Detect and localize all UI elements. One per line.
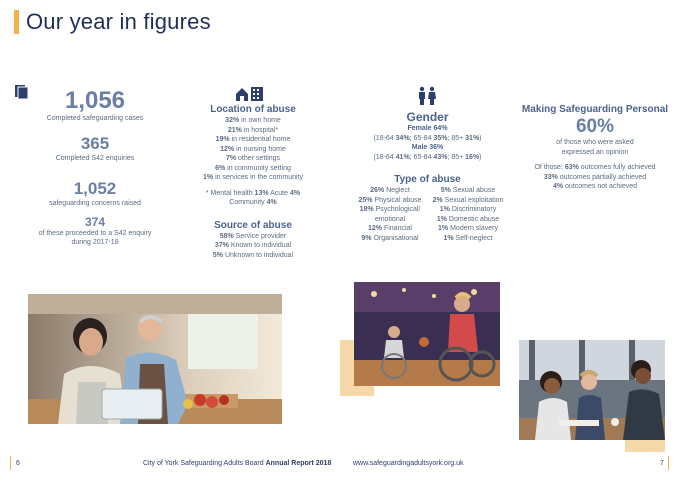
location-text: other settings bbox=[236, 155, 281, 162]
abuse-pct: 26% bbox=[370, 187, 385, 194]
source-title: Source of abuse bbox=[214, 219, 292, 231]
stat-concerns-value: 1,052 bbox=[73, 179, 117, 198]
msp-label-1: of those who were asked bbox=[556, 139, 634, 146]
note-community: 4% bbox=[266, 199, 277, 206]
source-row bbox=[188, 251, 318, 261]
location-pct: 19% bbox=[215, 136, 230, 143]
note-mental-health: 13% bbox=[254, 189, 269, 197]
abuse-text: Physical abuse bbox=[372, 196, 422, 204]
breakdown-pct: 34% bbox=[395, 134, 410, 142]
breakdown-text: (18-64 bbox=[373, 153, 396, 161]
msp-partially bbox=[520, 173, 670, 183]
breakdown-text: ; 85+ bbox=[447, 153, 466, 161]
breakdown-text: (18-64 bbox=[373, 134, 396, 142]
abuse-text: emotional bbox=[374, 215, 406, 223]
male-label: Male 36% bbox=[411, 144, 444, 151]
footer-right-rule bbox=[668, 456, 669, 470]
location-title: Location of abuse bbox=[210, 104, 296, 115]
report-name: Annual Report 2018 bbox=[265, 460, 332, 467]
abuse-text: Financial bbox=[382, 225, 412, 232]
location-pct: 1% bbox=[203, 174, 214, 181]
source-text: Known to individual bbox=[228, 242, 292, 249]
location-row bbox=[188, 126, 318, 136]
type-of-abuse-left bbox=[352, 186, 428, 243]
msp-value: 60% bbox=[575, 116, 615, 137]
hospital-note bbox=[188, 189, 318, 199]
footer-website[interactable]: www.safeguardingadultsyork.org.uk bbox=[353, 460, 464, 467]
breakdown-pct: 16% bbox=[465, 153, 480, 161]
page-title: Our year in figures bbox=[26, 9, 211, 34]
abuse-type-row bbox=[352, 186, 428, 196]
stat-proceeded-value: 374 bbox=[84, 214, 106, 229]
gender-section bbox=[350, 110, 505, 162]
stat-proceeded-label-1: of these proceeded to a S42 enquiry bbox=[38, 229, 152, 237]
note-community-label: Community bbox=[229, 199, 267, 206]
location-section bbox=[188, 104, 318, 260]
location-pct: 12% bbox=[220, 145, 235, 153]
location-row bbox=[188, 154, 318, 164]
female-label: Female 64% bbox=[407, 125, 448, 132]
msp-pct: 4% bbox=[552, 183, 564, 190]
location-text: in services in the community bbox=[213, 174, 303, 181]
kitchen-photo bbox=[28, 294, 282, 424]
abuse-text: Organisational bbox=[371, 234, 419, 242]
stat-completed-enquiries-label: Completed S42 enquiries bbox=[55, 154, 135, 162]
location-text: in nursing home bbox=[234, 145, 286, 153]
msp-text: outcomes partially achieved bbox=[557, 173, 647, 181]
hospital-note-community bbox=[188, 198, 318, 208]
msp-title: Making Safeguarding Personal bbox=[521, 104, 669, 115]
msp-pct: 33% bbox=[543, 173, 558, 181]
msp-section bbox=[520, 104, 670, 192]
location-row bbox=[188, 145, 318, 155]
abuse-pct: 2% bbox=[432, 196, 443, 204]
stat-completed-cases-label: Completed safeguarding cases bbox=[46, 115, 144, 122]
stat-completed-cases-value: 1,056 bbox=[64, 87, 126, 114]
buildings-icon bbox=[235, 86, 265, 102]
abuse-type-row bbox=[352, 234, 428, 244]
breakdown-text: ; 65-84 bbox=[409, 134, 434, 142]
source-text: Service provider bbox=[233, 232, 287, 240]
note-acute: 4% bbox=[289, 189, 301, 197]
abuse-type-row bbox=[352, 205, 428, 215]
source-pct: 5% bbox=[212, 251, 224, 259]
abuse-type-row bbox=[428, 224, 508, 234]
footer-board bbox=[143, 460, 331, 467]
stat-concerns-label: safeguarding concerns raised bbox=[49, 200, 141, 207]
location-pct: 21% bbox=[227, 126, 242, 134]
abuse-text: Sexual exploitation bbox=[442, 196, 504, 204]
abuse-type-row bbox=[428, 215, 508, 225]
source-pct: 58% bbox=[219, 232, 234, 240]
location-pct: 6% bbox=[215, 164, 226, 172]
abuse-type-row bbox=[352, 196, 428, 206]
abuse-pct: 12% bbox=[368, 225, 383, 232]
abuse-pct: 1% bbox=[439, 206, 450, 213]
location-row bbox=[188, 135, 318, 145]
female-breakdown bbox=[350, 134, 505, 144]
stat-proceeded-label-2: during 2017-18 bbox=[71, 239, 119, 246]
summary-stats bbox=[20, 88, 170, 248]
abuse-pct: 25% bbox=[358, 196, 373, 204]
breakdown-text: ; 65-84 bbox=[409, 153, 434, 161]
msp-text: outcomes fully achieved bbox=[578, 164, 656, 171]
page-number-right: 7 bbox=[660, 460, 664, 467]
type-of-abuse-title: Type of abuse bbox=[394, 174, 461, 185]
breakdown-text: ) bbox=[479, 134, 482, 142]
location-row bbox=[188, 116, 318, 126]
abuse-pct: 5% bbox=[440, 187, 451, 194]
location-row bbox=[188, 173, 318, 183]
breakdown-text: ) bbox=[479, 153, 482, 161]
msp-pct: 63% bbox=[564, 164, 579, 171]
abuse-text: Self-neglect bbox=[453, 234, 493, 242]
location-text: in hospital* bbox=[241, 126, 279, 134]
abuse-text: Discriminatory bbox=[449, 206, 497, 213]
type-of-abuse-right bbox=[428, 186, 508, 243]
breakdown-text: ; 85+ bbox=[447, 134, 466, 142]
wheelchair-photo bbox=[354, 282, 500, 386]
gender-title: Gender bbox=[406, 110, 449, 124]
footer-left-rule bbox=[10, 456, 11, 470]
abuse-pct: 1% bbox=[443, 234, 454, 242]
title-accent-bar bbox=[14, 10, 19, 34]
breakdown-pct: 35% bbox=[433, 134, 448, 142]
abuse-type-row bbox=[428, 186, 508, 196]
abuse-pct: 1% bbox=[436, 215, 447, 223]
abuse-type-row bbox=[428, 234, 508, 244]
msp-label-2: expressed an opinion bbox=[561, 148, 629, 156]
location-pct: 7% bbox=[225, 155, 237, 162]
abuse-type-row bbox=[352, 224, 428, 234]
abuse-text: Psychological/ bbox=[373, 206, 421, 213]
location-pct: 32% bbox=[225, 117, 240, 124]
note-mid: Acute bbox=[268, 189, 290, 197]
people-icon bbox=[417, 86, 437, 106]
abuse-type-row bbox=[428, 205, 508, 215]
source-row bbox=[188, 232, 318, 242]
abuse-text: Domestic abuse bbox=[446, 215, 500, 223]
location-text: in own home bbox=[239, 117, 281, 124]
location-text: in residential home bbox=[229, 136, 291, 143]
location-text: in community setting bbox=[225, 164, 291, 172]
abuse-type-row bbox=[352, 215, 428, 225]
page-number-left: 6 bbox=[16, 460, 20, 467]
source-text: Unknown to individual bbox=[223, 251, 294, 259]
abuse-text: Modern slavery bbox=[448, 225, 498, 232]
msp-not bbox=[520, 182, 670, 192]
cafe-photo bbox=[519, 340, 665, 440]
source-pct: 37% bbox=[214, 242, 229, 249]
abuse-pct: 18% bbox=[359, 206, 374, 213]
msp-fully bbox=[520, 163, 670, 173]
note-prefix: * Mental health bbox=[205, 189, 255, 197]
abuse-text: Neglect bbox=[384, 187, 410, 194]
male-breakdown bbox=[350, 153, 505, 163]
abuse-pct: 9% bbox=[361, 234, 372, 242]
abuse-pct: 1% bbox=[438, 225, 449, 232]
abuse-type-row bbox=[428, 196, 508, 206]
stat-completed-enquiries-value: 365 bbox=[80, 133, 110, 153]
breakdown-pct: 41% bbox=[395, 153, 410, 161]
msp-text: outcomes not achieved bbox=[563, 183, 638, 190]
source-row bbox=[188, 241, 318, 251]
board-name: City of York Safeguarding Adults Board bbox=[143, 460, 266, 467]
abuse-text: Sexual abuse bbox=[450, 187, 496, 194]
location-row bbox=[188, 164, 318, 174]
breakdown-pct: 31% bbox=[465, 134, 480, 142]
msp-prefix: Of those: bbox=[534, 164, 565, 171]
breakdown-pct: 43% bbox=[433, 153, 448, 161]
